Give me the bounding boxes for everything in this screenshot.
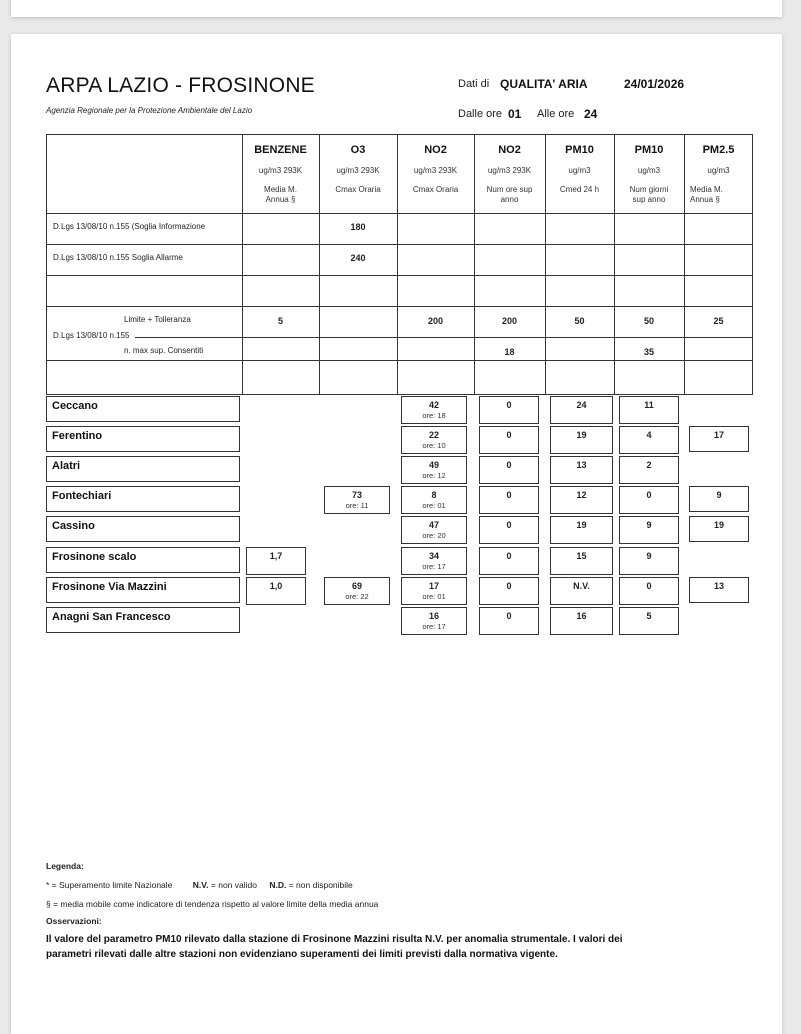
station-pm25: 13 <box>689 577 749 603</box>
station-pm10-num: 4 <box>619 426 679 454</box>
station-no2-cmax: 22 ore: 10 <box>401 426 467 454</box>
station-name: Ceccano <box>46 396 240 422</box>
station-no2-num: 0 <box>479 607 539 635</box>
nmax-label: n. max sup. Consentiti <box>124 346 204 355</box>
station-name: Alatri <box>46 456 240 482</box>
limite-no2-cmax: 200 <box>427 316 444 326</box>
limite-pm10-num: 50 <box>643 316 654 326</box>
observations-title: Osservazioni: <box>46 916 102 926</box>
station-no2-num: 0 <box>479 547 539 575</box>
legend-line-1: * = Superamento limite Nazionale N.V. = non valido N.D. = non disponibile <box>46 880 353 890</box>
station-pm10-num: 5 <box>619 607 679 635</box>
station-no2-num: 0 <box>479 396 539 424</box>
station-pm10-num: 9 <box>619 516 679 544</box>
column-header-benzene: BENZENE ug/m3 293K Media M. Annua § <box>254 144 307 204</box>
station-no2-num: 0 <box>479 426 539 454</box>
alle-ore-value: 24 <box>584 107 598 121</box>
station-pm10-num: 2 <box>619 456 679 484</box>
station-pm10-num: 0 <box>619 486 679 514</box>
station-no2-num: 0 <box>479 577 539 605</box>
station-pm10-cmed: 19 <box>550 426 613 454</box>
station-no2-num: 0 <box>479 516 539 544</box>
decree-label: D.Lgs 13/08/10 n.155 <box>53 331 130 340</box>
soglia-allarme-o3: 240 <box>350 253 366 263</box>
station-no2-num: 0 <box>479 486 539 514</box>
soglia-informazione-o3: 180 <box>350 222 366 232</box>
station-pm25: 19 <box>689 516 749 542</box>
station-no2-num: 0 <box>479 456 539 484</box>
soglia-allarme-label: D.Lgs 13/08/10 n.155 Soglia Allarme <box>53 253 183 262</box>
station-benzene: 1,7 <box>246 547 306 575</box>
column-header-pm10-cmed: PM10 ug/m3 Cmed 24 h <box>559 144 600 194</box>
limite-no2-num: 200 <box>501 316 518 326</box>
alle-ore-label: Alle ore <box>537 108 575 120</box>
station-pm10-num: 9 <box>619 547 679 575</box>
station-no2-cmax: 17 ore: 01 <box>401 577 467 605</box>
station-pm10-num: 0 <box>619 577 679 605</box>
limite-tolleranza-label: Limite + Tolleranza <box>124 315 191 324</box>
station-no2-cmax: 49 ore: 12 <box>401 456 467 484</box>
station-no2-cmax: 42 ore: 18 <box>401 396 467 424</box>
nmax-pm10-num: 35 <box>643 347 654 357</box>
legend-title: Legenda: <box>46 861 84 871</box>
station-pm25: 17 <box>689 426 749 452</box>
station-pm10-cmed: 16 <box>550 607 613 635</box>
station-no2-cmax: 16 ore: 17 <box>401 607 467 635</box>
observations-text: Il valore del parametro PM10 rilevato dalla stazione di Frosinone Mazzini risulta N.V. per anomalia strumentale. I valori dei parametri rilevati dalle altre stazioni non evidenziano superamenti dei limiti previsti dalla normativa vigente. <box>46 934 623 960</box>
station-name: Frosinone scalo <box>46 547 240 573</box>
dati-di-label: Dati di <box>458 78 490 90</box>
station-no2-cmax: 8 ore: 01 <box>401 486 467 514</box>
data-type: QUALITA' ARIA <box>500 77 588 91</box>
station-pm10-cmed: 13 <box>550 456 613 484</box>
limite-pm10-cmed: 50 <box>574 316 585 326</box>
previous-page <box>11 0 782 17</box>
station-name: Cassino <box>46 516 240 542</box>
station-pm10-cmed: N.V. <box>550 577 613 605</box>
station-no2-cmax: 34 ore: 17 <box>401 547 467 575</box>
station-o3: 73 ore: 11 <box>324 486 390 514</box>
column-header-no2-cmax: NO2 ug/m3 293K Cmax Oraria <box>412 144 459 194</box>
dalle-ore-value: 01 <box>508 107 522 121</box>
station-name: Frosinone Via Mazzini <box>46 577 240 603</box>
station-pm10-cmed: 15 <box>550 547 613 575</box>
soglia-informazione-label: D.Lgs 13/08/10 n.155 (Soglia Informazione <box>53 222 206 231</box>
station-o3: 69 ore: 22 <box>324 577 390 605</box>
column-header-pm10-num: PM10 ug/m3 Num giorni sup anno <box>629 144 669 204</box>
page-subtitle: Agenzia Regionale per la Protezione Ambientale del Lazio <box>46 106 253 115</box>
station-pm25: 9 <box>689 486 749 512</box>
dalle-ore-label: Dalle ore <box>458 108 503 120</box>
station-pm10-num: 11 <box>619 396 679 424</box>
column-header-o3: O3 ug/m3 293K Cmax Oraria <box>335 144 381 194</box>
station-name: Ferentino <box>46 426 240 452</box>
page-title: ARPA LAZIO - FROSINONE <box>46 74 315 97</box>
station-pm10-cmed: 19 <box>550 516 613 544</box>
station-pm10-cmed: 24 <box>550 396 613 424</box>
station-name: Anagni San Francesco <box>46 607 240 633</box>
station-benzene: 1,0 <box>246 577 306 605</box>
nmax-no2-num: 18 <box>504 347 515 357</box>
limite-pm25: 25 <box>713 316 724 326</box>
station-no2-cmax: 47 ore: 20 <box>401 516 467 544</box>
report-date: 24/01/2026 <box>624 77 685 91</box>
station-pm10-cmed: 12 <box>550 486 613 514</box>
station-name: Fontechiari <box>46 486 240 512</box>
column-header-no2-num: NO2 ug/m3 293K Num ore sup anno <box>486 144 533 204</box>
column-header-pm25: PM2.5 ug/m3 Media M. Annua § <box>690 144 735 204</box>
legend-section-note: § = media mobile come indicatore di tendenza rispetto al valore limite della media annua <box>46 899 379 909</box>
limite-benzene: 5 <box>277 316 283 326</box>
